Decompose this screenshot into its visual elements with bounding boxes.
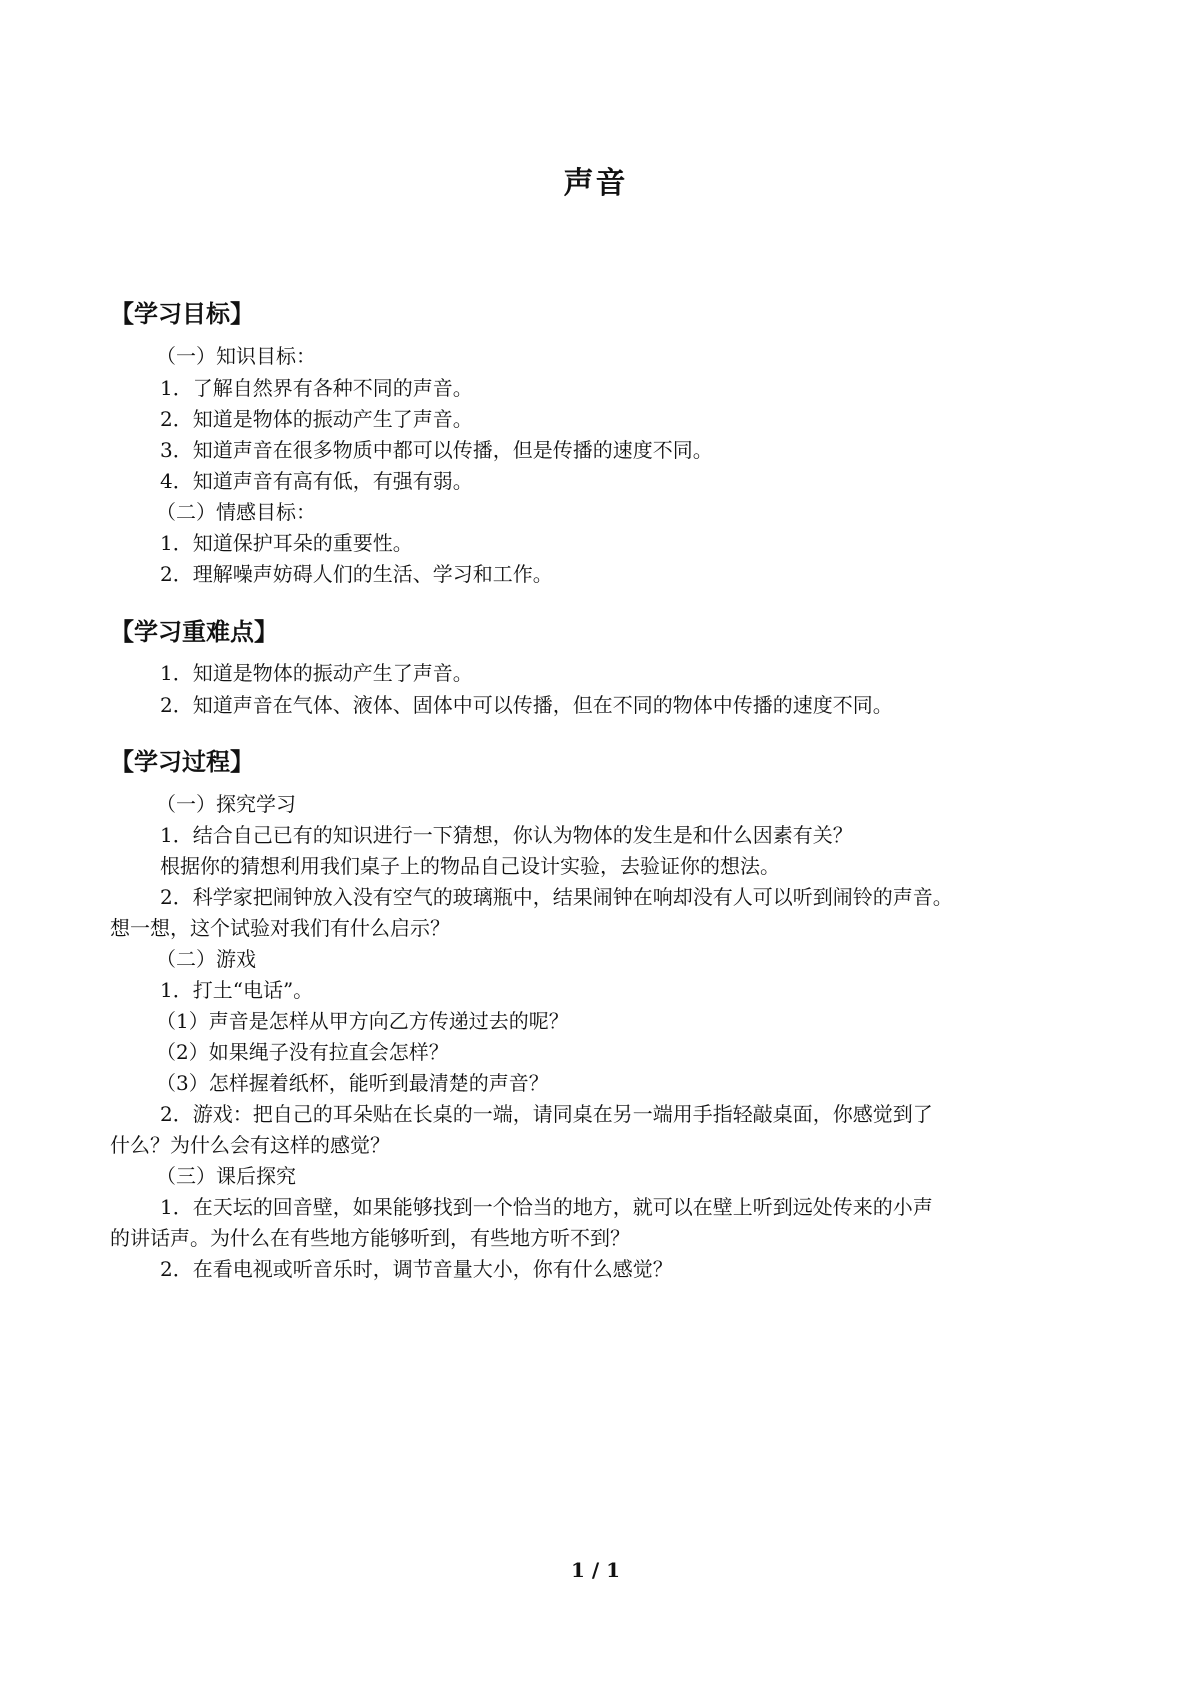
process-line: （2）如果绳子没有拉直会怎样？ bbox=[156, 1040, 449, 1064]
process-line: （3）怎样握着纸杯，能听到最清楚的声音？ bbox=[156, 1071, 549, 1095]
process-line: 2．在看电视或听音乐时，调节音量大小，你有什么感觉？ bbox=[160, 1257, 673, 1281]
page-number: 1 / 1 bbox=[570, 1558, 621, 1582]
process-line: 的讲话声。为什么在有些地方能够听到，有些地方听不到？ bbox=[110, 1226, 630, 1250]
process-line: 什么？为什么会有这样的感觉？ bbox=[110, 1133, 390, 1157]
difficulties-line: 1．知道是物体的振动产生了声音。 bbox=[160, 661, 473, 685]
objectives-line: 2．知道是物体的振动产生了声音。 bbox=[160, 407, 473, 431]
objectives-line: 1．知道保护耳朵的重要性。 bbox=[160, 531, 413, 555]
process-line: 根据你的猜想利用我们桌子上的物品自己设计实验，去验证你的想法。 bbox=[160, 854, 780, 878]
process-line: （三）课后探究 bbox=[156, 1164, 296, 1188]
objectives-line: （二）情感目标： bbox=[156, 500, 316, 524]
objectives-line: 1．了解自然界有各种不同的声音。 bbox=[160, 376, 473, 400]
process-line: 1．打土“电话”。 bbox=[160, 978, 314, 1002]
objectives-line: 2．理解噪声妨碍人们的生活、学习和工作。 bbox=[160, 562, 553, 586]
process-line: 2．游戏：把自己的耳朵贴在长桌的一端，请同桌在另一端用手指轻敲桌面，你感觉到了 bbox=[160, 1102, 933, 1126]
process-line: （1）声音是怎样从甲方向乙方传递过去的呢？ bbox=[156, 1009, 569, 1033]
process-line: 1．结合自己已有的知识进行一下猜想，你认为物体的发生是和什么因素有关？ bbox=[160, 823, 853, 847]
process-line: 2．科学家把闹钟放入没有空气的玻璃瓶中，结果闹钟在响却没有人可以听到闹铃的声音。 bbox=[160, 885, 953, 909]
section-heading-difficulties: 【学习重难点】 bbox=[110, 618, 278, 646]
process-line: 1．在天坛的回音壁，如果能够找到一个恰当的地方，就可以在壁上听到远处传来的小声 bbox=[160, 1195, 933, 1219]
objectives-line: （一）知识目标： bbox=[156, 344, 316, 368]
section-heading-objectives: 【学习目标】 bbox=[110, 300, 254, 328]
page-title: 声音 bbox=[563, 166, 628, 201]
process-line: 想一想，这个试验对我们有什么启示？ bbox=[110, 916, 450, 940]
process-line: （二）游戏 bbox=[156, 947, 256, 971]
process-line: （一）探究学习 bbox=[156, 792, 296, 816]
section-heading-process: 【学习过程】 bbox=[110, 748, 254, 776]
objectives-line: 4．知道声音有高有低，有强有弱。 bbox=[160, 469, 473, 493]
difficulties-line: 2．知道声音在气体、液体、固体中可以传播，但在不同的物体中传播的速度不同。 bbox=[160, 693, 893, 717]
objectives-line: 3．知道声音在很多物质中都可以传播，但是传播的速度不同。 bbox=[160, 438, 713, 462]
